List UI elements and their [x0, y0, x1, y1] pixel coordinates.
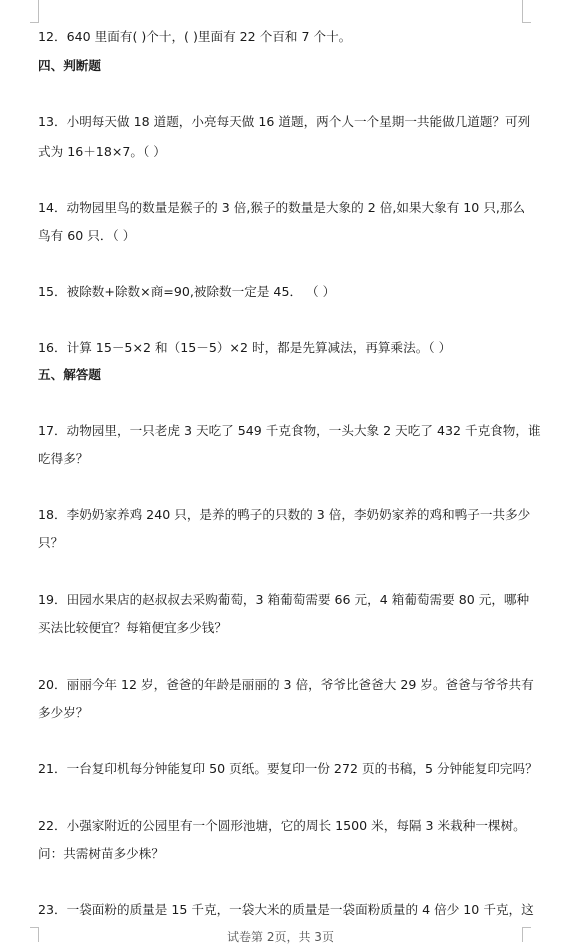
question-14-line-1: 14．动物园里鸟的数量是猴子的 3 倍,猴子的数量是大象的 2 倍,如果大象有 10 只,那么	[38, 200, 526, 215]
question-12-line-1: 12．640 里面有( )个十，( )里面有 22 个百和 7 个十。	[38, 29, 352, 44]
question-22-line-2: 问：共需树苗多少株？	[38, 846, 164, 861]
question-17-line-2: 吃得多？	[38, 451, 89, 466]
question-20-line-1: 20．丽丽今年 12 岁，爸爸的年龄是丽丽的 3 倍，爷爷比爸爸大 29 岁。爸爸与爷爷共有	[38, 677, 534, 692]
corner-mark-top-left	[30, 0, 39, 23]
question-14-line-2: 鸟有 60 只．（ ）	[38, 228, 136, 243]
question-23-line-1: 23．一袋面粉的质量是 15 千克，一袋大米的质量是一袋面粉质量的 4 倍少 10 千克，这	[38, 902, 534, 917]
corner-mark-top-right	[522, 0, 531, 23]
question-20-line-2: 多少岁？	[38, 705, 89, 720]
question-18-line-2: 只？	[38, 535, 64, 550]
question-13-line-2: 式为 16＋18×7。（ ）	[38, 144, 166, 159]
question-13-line-1: 13．小明每天做 18 道题，小亮每天做 16 道题，两个人一个星期一共能做几道题？可列	[38, 114, 531, 129]
question-15-line-1: 15．被除数+除数×商=90,被除数一定是 45． （ ）	[38, 284, 336, 299]
section-heading-judgement: 四、判断题	[38, 58, 101, 73]
question-19-line-1: 19．田园水果店的赵叔叔去采购葡萄，3 箱葡萄需要 66 元，4 箱葡萄需要 80 元，哪种	[38, 592, 530, 607]
question-16-line-1: 16．计算 15－5×2 和（15－5）×2 时，都是先算减法，再算乘法。（ ）	[38, 340, 452, 355]
question-17-line-1: 17．动物园里，一只老虎 3 天吃了 549 千克食物，一头大象 2 天吃了 432 千克食物，谁	[38, 423, 541, 438]
section-heading-answer: 五、解答题	[38, 367, 101, 382]
question-18-line-1: 18．李奶奶家养鸡 240 只，是养的鸭子的只数的 3 倍，李奶奶家养的鸡和鸭子一共多少	[38, 507, 531, 522]
page-footer: 试卷第 2页，共 3页	[227, 930, 334, 944]
question-22-line-1: 22．小强家附近的公园里有一个圆形池塘，它的周长 1500 米，每隔 3 米栽种一棵树。	[38, 818, 526, 833]
question-21-line-1: 21．一台复印机每分钟能复印 50 页纸。要复印一份 272 页的书稿，5 分钟能复印完吗？	[38, 761, 538, 776]
question-19-line-2: 买法比较便宜？每箱便宜多少钱？	[38, 620, 227, 635]
